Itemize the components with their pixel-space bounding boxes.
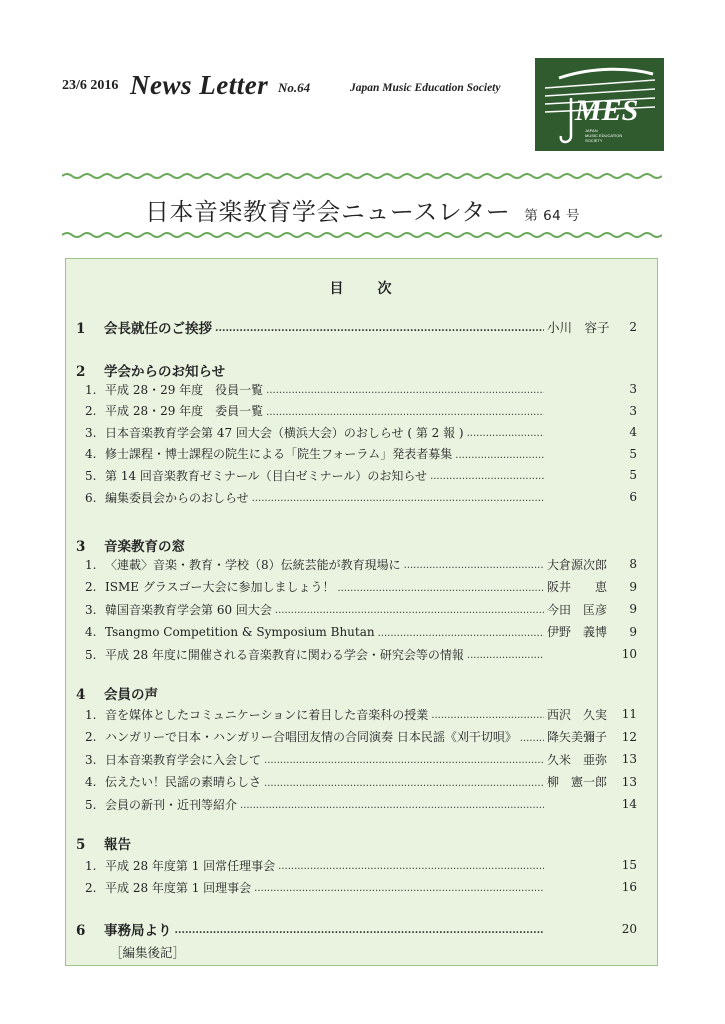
toc-page: 9	[629, 624, 637, 639]
item-number: 2.	[85, 580, 97, 594]
leader-dots	[266, 404, 544, 418]
toc-author: 久米 亜弥	[547, 752, 608, 767]
item-number: 3.	[85, 752, 97, 767]
section-number: 5	[76, 837, 86, 853]
toc-page: 9	[629, 579, 637, 594]
issue-number: No.64	[278, 80, 311, 95]
toc-item[interactable]	[85, 380, 637, 398]
section-number: 1	[76, 321, 86, 337]
bottom-wave-divider	[62, 231, 662, 239]
japanese-title	[0, 192, 725, 227]
toc-page: 10	[621, 647, 637, 661]
item-text: 平成 28・29 年度 役員一覧	[105, 382, 264, 397]
toc-item[interactable]	[85, 773, 637, 791]
leader-dots	[175, 921, 545, 937]
item-text: ハンガリーで日本・ハンガリー合唱団友情の合同演奏 日本民謡《刈干切唄》	[105, 730, 517, 744]
jmes-logo	[535, 58, 664, 151]
header	[0, 0, 725, 170]
item-text: 日本音楽教育学会第 47 回大会（横浜大会）のおしらせ ( 第 2 報 )	[105, 425, 464, 440]
section-title: 事務局より	[104, 923, 172, 939]
leader-dots	[254, 880, 544, 894]
toc-page: 6	[629, 490, 637, 504]
section-title: 報告	[104, 837, 131, 853]
item-text: 編集委員会からのおしらせ	[105, 490, 249, 505]
leader-dots	[215, 319, 544, 335]
title-main: 日本音楽教育学会ニュースレター	[144, 198, 511, 226]
toc-page: 8	[629, 557, 637, 571]
toc-page: 13	[621, 752, 637, 766]
section-number: 3	[76, 539, 86, 555]
toc-page: 9	[629, 602, 637, 616]
toc-page: 12	[621, 729, 637, 744]
svg-text:SOCIETY: SOCIETY	[585, 138, 603, 143]
section-title: 音楽教育の窓	[104, 539, 185, 555]
toc-section-6[interactable]	[76, 920, 637, 938]
toc-author: 柳 憲一郎	[547, 775, 608, 789]
toc-section-2	[76, 360, 225, 380]
item-text: 平成 28 年度第 1 回理事会	[105, 880, 252, 895]
item-text: 修士課程・博士課程の院生による「院生フォーラム」発表者募集	[105, 447, 453, 462]
item-number: 1.	[85, 707, 97, 722]
svg-text:MUSIC EDUCATION: MUSIC EDUCATION	[585, 133, 623, 138]
toc-section-3	[76, 535, 185, 555]
section-title: 会員の声	[104, 687, 158, 703]
leader-dots	[275, 602, 544, 616]
item-number: 1.	[85, 557, 97, 572]
toc-page: 3	[629, 382, 637, 396]
leader-dots	[337, 580, 544, 594]
toc-author: 伊野 義博	[547, 625, 608, 639]
item-number: 3.	[85, 425, 97, 440]
toc-author: 大倉源次郎	[547, 557, 608, 572]
toc-page: 2	[629, 320, 637, 334]
toc-page: 15	[621, 858, 637, 872]
toc-item[interactable]	[85, 750, 637, 768]
leader-dots	[240, 797, 544, 811]
item-text: 平成 28 年度に開催される音楽教育に関わる学会・研究会等の情報	[105, 647, 464, 662]
toc-item[interactable]	[85, 856, 637, 874]
society-name: Japan Music Education Society	[350, 82, 501, 94]
item-text: 日本音楽教育学会に入会して	[105, 752, 262, 767]
newsletter-title: News Letter	[130, 70, 269, 100]
item-number: 2.	[85, 404, 97, 419]
toc-item[interactable]	[85, 623, 637, 641]
item-number: 1.	[85, 382, 97, 397]
toc-page: 11	[621, 707, 637, 721]
toc-page: 5	[629, 468, 637, 483]
item-text: 会員の新刊・近刊等紹介	[105, 797, 238, 812]
title-issue: 第 64 号	[524, 208, 581, 224]
section-title: 学会からのお知らせ	[104, 364, 226, 380]
item-number: 3.	[85, 602, 97, 617]
toc-item[interactable]	[85, 445, 637, 463]
item-number: 5.	[85, 647, 97, 662]
toc-author: 降矢美彌子	[547, 730, 608, 744]
item-number: 6.	[85, 490, 97, 505]
item-text: Tsangmo Competition & Symposium Bhutan	[105, 624, 375, 639]
svg-text:JAPAN: JAPAN	[585, 128, 598, 133]
toc-item[interactable]	[85, 728, 637, 746]
toc-author: 今田 匡彦	[547, 602, 608, 617]
toc-page: 13	[621, 774, 637, 789]
item-text: 伝えたい！民謡の素晴らしさ	[105, 775, 262, 789]
section-number: 4	[76, 687, 86, 703]
toc-item[interactable]	[85, 466, 637, 484]
item-number: 4.	[85, 447, 97, 462]
item-number: 4.	[85, 624, 97, 639]
leader-dots	[431, 707, 544, 721]
issue-date: 23/6 2016	[62, 78, 119, 93]
leader-dots	[264, 775, 544, 789]
leader-dots	[467, 647, 544, 661]
toc-item[interactable]	[85, 488, 637, 506]
item-text: 〈連載〉音楽・教育・学校（8）伝統芸能が教育現場に	[105, 557, 401, 572]
toc-author: 阪井 恵	[547, 580, 608, 594]
item-number: 5.	[85, 468, 97, 483]
item-text: 音を媒体としたコミュニケーションに着目した音楽科の授業	[105, 707, 429, 722]
leader-dots	[467, 425, 544, 439]
item-text: ISME グラスゴー大会に参加しましょう！	[105, 580, 335, 594]
toc-page: 4	[629, 425, 637, 440]
leader-dots	[520, 730, 544, 744]
leader-dots	[266, 382, 544, 396]
toc-item[interactable]	[85, 402, 637, 420]
leader-dots	[378, 625, 544, 639]
svg-text:MES: MES	[575, 94, 639, 127]
toc-item[interactable]	[85, 795, 637, 813]
item-text: 平成 28・29 年度 委員一覧	[105, 404, 264, 419]
leader-dots	[264, 752, 544, 766]
item-text: 平成 28 年度第 1 回常任理事会	[105, 858, 276, 873]
toc-section-4	[76, 683, 158, 703]
item-number: 2.	[85, 730, 97, 744]
toc-item[interactable]	[85, 878, 637, 896]
toc-item[interactable]	[85, 555, 637, 573]
item-text: 韓国音楽教育学会第 60 回大会	[105, 602, 272, 617]
top-wave-divider	[62, 172, 662, 180]
toc-author: 小川 容子	[547, 320, 610, 335]
toc-page: 16	[621, 880, 637, 894]
toc-page: 14	[621, 797, 637, 811]
toc-heading: 目次	[329, 281, 426, 297]
toc-item[interactable]	[85, 645, 637, 663]
toc-section-1[interactable]	[76, 318, 637, 336]
item-number: 4.	[85, 775, 97, 789]
section-number: 6	[76, 923, 86, 939]
toc-item[interactable]	[85, 705, 637, 723]
section-title: 会長就任のご挨拶	[104, 321, 212, 337]
item-number: 2.	[85, 880, 97, 895]
leader-dots	[455, 447, 544, 461]
toc-page: 3	[629, 403, 637, 418]
section-number: 2	[76, 364, 86, 380]
leader-dots	[252, 490, 544, 504]
leader-dots	[404, 557, 544, 571]
leader-dots	[278, 858, 544, 872]
toc-item[interactable]	[85, 423, 637, 441]
toc-item[interactable]	[85, 600, 637, 618]
editorial-postscript: ［編集後記］	[110, 945, 186, 960]
item-text: 第 14 回音楽教育ゼミナール（目白ゼミナール）のお知らせ	[105, 468, 428, 483]
toc-page: 20	[621, 922, 637, 936]
toc-item[interactable]	[85, 578, 637, 596]
leader-dots	[430, 468, 544, 482]
item-number: 1.	[85, 858, 97, 873]
toc-author: 西沢 久実	[547, 707, 608, 722]
toc-section-5	[76, 833, 131, 853]
item-number: 5.	[85, 797, 97, 812]
toc-page: 5	[629, 446, 637, 461]
